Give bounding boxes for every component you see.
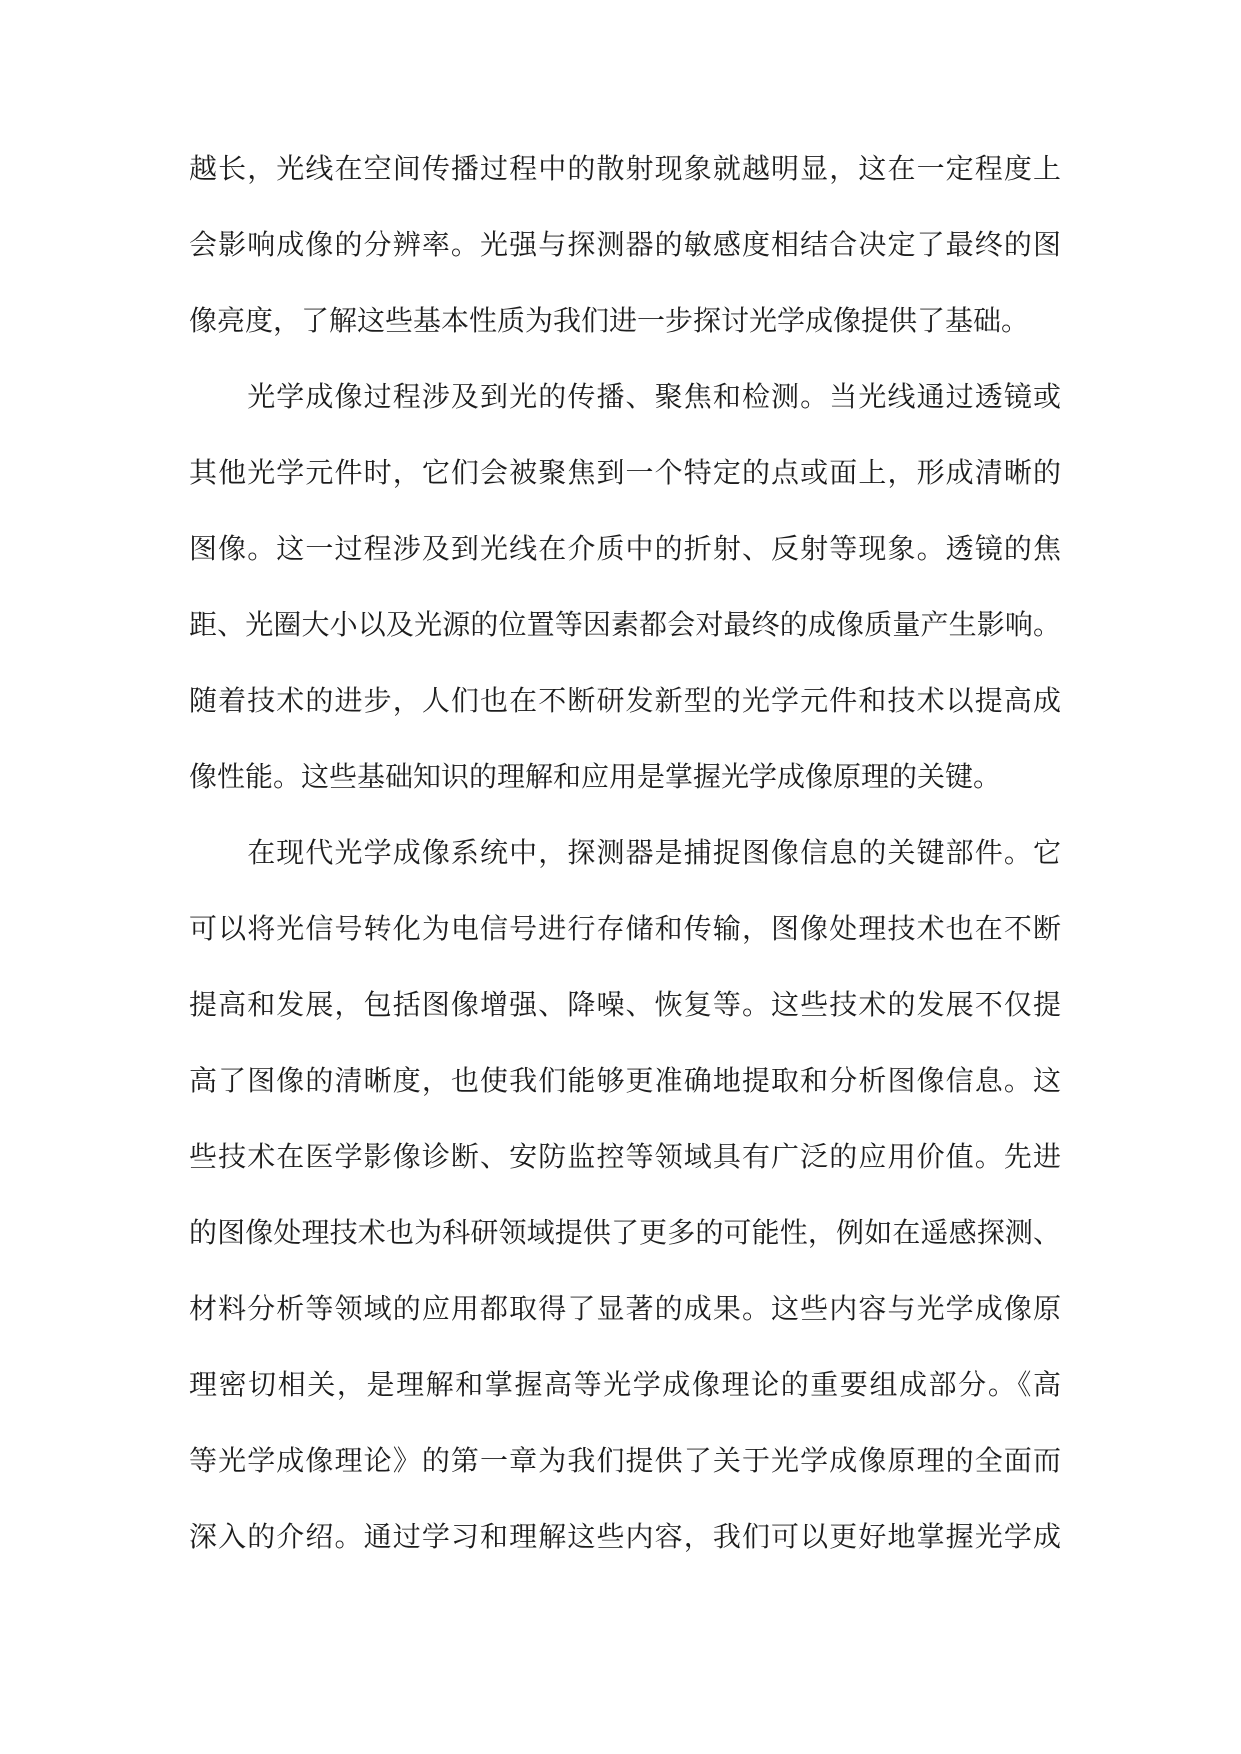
text-line: 些技术在医学影像诊断、安防监控等领域具有广泛的应用价值。先进 [189,1142,1061,1173]
text-line: 会影响成像的分辨率。光强与探测器的敏感度相结合决定了最终的图 [189,230,1061,261]
text-line: 材料分析等领域的应用都取得了显著的成果。这些内容与光学成像原 [189,1294,1061,1325]
text-line: 高了图像的清晰度，也使我们能够更准确地提取和分析图像信息。这 [189,1066,1061,1097]
text-line: 深入的介绍。通过学习和理解这些内容，我们可以更好地掌握光学成 [189,1522,1061,1553]
text-line: 其他光学元件时，它们会被聚焦到一个特定的点或面上，形成清晰的 [189,458,1061,489]
text-line: 等光学成像理论》的第一章为我们提供了关于光学成像原理的全面而 [189,1446,1061,1477]
text-line: 像性能。这些基础知识的理解和应用是掌握光学成像原理的关键。 [189,762,1002,793]
document-page [189,132,1061,1576]
text-line: 像亮度，了解这些基本性质为我们进一步探讨光学成像提供了基础。 [189,306,1030,337]
paragraph-1 [189,132,1061,360]
text-line: 光学成像过程涉及到光的传播、聚焦和检测。当光线通过透镜或 [189,382,1061,413]
text-line: 在现代光学成像系统中，探测器是捕捉图像信息的关键部件。它 [189,838,1061,869]
text-line: 随着技术的进步，人们也在不断研发新型的光学元件和技术以提高成 [189,686,1061,717]
text-line: 的图像处理技术也为科研领域提供了更多的可能性，例如在遥感探测、 [189,1218,1061,1249]
text-line: 图像。这一过程涉及到光线在介质中的折射、反射等现象。透镜的焦 [189,534,1061,565]
text-line: 理密切相关，是理解和掌握高等光学成像理论的重要组成部分。《高 [189,1370,1061,1401]
text-line: 越长，光线在空间传播过程中的散射现象就越明显，这在一定程度上 [189,154,1061,185]
text-line: 距、光圈大小以及光源的位置等因素都会对最终的成像质量产生影响。 [189,610,1061,641]
text-line: 可以将光信号转化为电信号进行存储和传输，图像处理技术也在不断 [189,914,1061,945]
paragraph-2 [189,360,1061,816]
text-line: 提高和发展，包括图像增强、降噪、恢复等。这些技术的发展不仅提 [189,990,1061,1021]
paragraph-3 [189,816,1061,1576]
